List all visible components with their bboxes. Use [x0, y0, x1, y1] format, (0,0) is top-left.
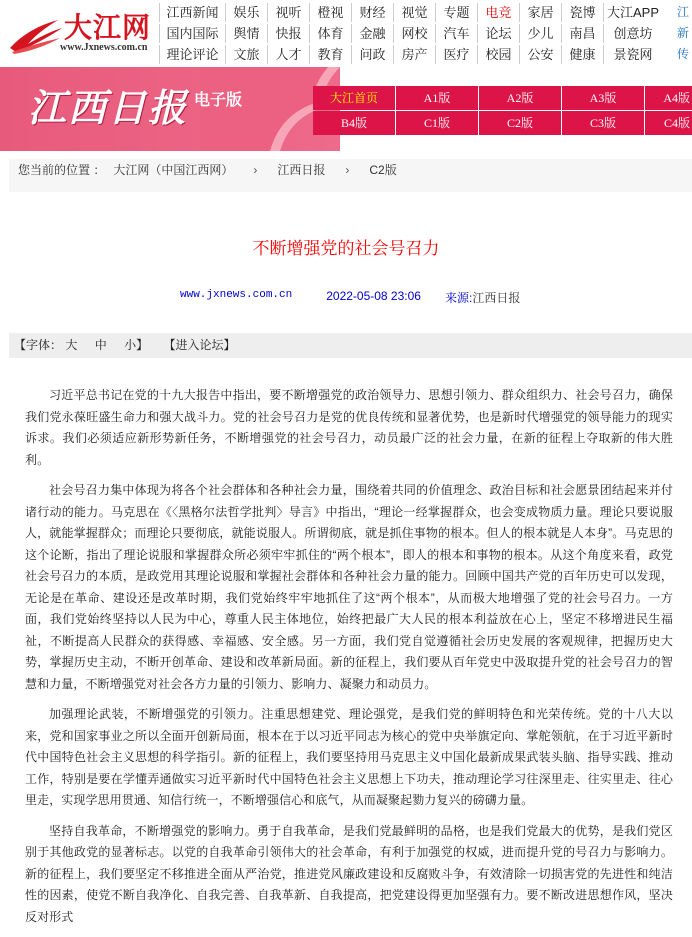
edition-button[interactable]: C2版	[479, 111, 561, 135]
home-page-button[interactable]: 大江首页	[313, 86, 395, 110]
nav-link[interactable]: 公安	[519, 45, 561, 64]
nav-link[interactable]: 少儿	[519, 24, 561, 43]
nav-link[interactable]: 南昌	[561, 24, 603, 43]
nav-link[interactable]: 校园	[477, 45, 519, 64]
article-date: 2022-05-08 23:06	[326, 289, 421, 303]
breadcrumb-label: 您当前的位置 ：	[18, 163, 106, 177]
edition-button[interactable]: A3版	[562, 86, 644, 110]
edition-button[interactable]: C3版	[562, 111, 644, 135]
nav-link[interactable]: 电竞	[477, 3, 519, 22]
nav-right-item[interactable]: 新	[677, 26, 690, 40]
font-medium-button[interactable]: 中	[94, 338, 107, 352]
nav-link[interactable]: 财经	[351, 3, 393, 22]
breadcrumb	[9, 159, 692, 192]
nav-right-overflow	[677, 2, 691, 65]
nav-link[interactable]: 问政	[351, 45, 393, 64]
breadcrumb-separator: ›	[253, 163, 258, 177]
font-size-bar	[9, 333, 692, 358]
edition-button[interactable]: C4版	[645, 111, 692, 135]
nav-row	[159, 44, 669, 65]
nav-link[interactable]: 舆情	[225, 24, 267, 43]
nav-link[interactable]: 瓷博	[561, 3, 603, 22]
nav-link[interactable]: 网校	[393, 24, 435, 43]
nav-row	[159, 23, 669, 44]
nav-link[interactable]: 橙视	[309, 3, 351, 22]
article-title: 不断增强党的社会号召力	[252, 239, 440, 258]
article-paragraph: 习近平总书记在党的十九大报告中指出，要不断增强党的政治领导力、思想引领力、群众组织力、社会号召力，确保我们党永葆旺盛生命力和强大战斗力。党的社会号召力是党的优良传统和显著优势，也是新时代增强党的领导能力的现实诉求。我们必须适应新形势新任务，不断增强党的社会号召力，动员最广泛的社会力量，在新的征程上夺取新的伟大胜利。	[25, 388, 673, 467]
nav-link[interactable]: 专题	[435, 3, 477, 22]
edition-button[interactable]: A4版	[645, 86, 692, 110]
breadcrumb-separator: ›	[345, 163, 350, 177]
logo-url: www.Jxnews.com.cn	[60, 42, 148, 53]
breadcrumb-item[interactable]: 江西日报	[277, 163, 326, 177]
nav-right-item[interactable]: 江	[677, 5, 690, 19]
edition-button[interactable]: C1版	[396, 111, 478, 135]
font-small-button[interactable]: 小】	[124, 338, 149, 352]
edition-row	[313, 86, 692, 110]
article-meta	[180, 289, 520, 306]
nav-right-item[interactable]: 传	[677, 47, 690, 61]
source-label: 来源:	[444, 291, 473, 305]
newspaper-logo: 江西日报	[28, 88, 189, 130]
nav-link[interactable]: 景瓷网	[603, 45, 662, 64]
nav-link[interactable]: 论坛	[477, 24, 519, 43]
site-logo[interactable]	[8, 4, 156, 60]
nav-link[interactable]: 创意坊	[603, 24, 662, 43]
nav-link[interactable]: 理论评论	[159, 45, 225, 64]
font-label: 【字体：	[14, 338, 63, 352]
logo-name: 大江网	[64, 13, 152, 44]
nav-link[interactable]: 江西新闻	[159, 3, 225, 22]
article-paragraph: 坚持自我革命，不断增强党的影响力。勇于自我革命，是我们党最鲜明的品格，也是我们党最大的优势，是我们党区别于其他政党的显著标志。以党的自我革命引领伟大的社会革命，有利于加强党的权威，进而提升党的号召力与影响力。新的征程上，我们要坚定不移推进全面从严治党，推进党风廉政建设和反腐败斗争，有效清除一切损害党的先进性和纯洁性的因素，使党不断自我净化、自我完善、自我革新、自我提高，把党建设得更加坚强有力。要不断改进思想作风，坚决反对形式	[25, 823, 673, 924]
nav-link[interactable]: 文旅	[225, 45, 267, 64]
nav-link[interactable]: 大江APP	[603, 3, 662, 22]
enter-forum-link[interactable]: 【进入论坛】	[163, 338, 236, 352]
article-paragraph: 社会号召力集中体现为将各个社会群体和各种社会力量，围绕着共同的价值理念、政治目标和社会愿景团结起来并付诸行动的能力。马克思在《〈黑格尔法哲学批判〉导言》中指出，“理论一经掌握群众，也会变成物质力量。理论只要说服人，就能掌握群众；而理论只要彻底，就能说服人。所谓彻底，就是抓住事物的根本。但人的根本就是人本身”。马克思的这个论断，指出了理论说服和掌握群众所必须牢牢抓住的“两个根本”，即人的根本和事物的根本。从这个角度来看，政党社会号召力的本质，是政党用其理论说服和掌握社会群体和各种社会力量的能力。回顾中国共产党的百年历史可以发现，无论是在革命、建设还是改革时期，我们党始终牢牢地抓住了这“两个根本”，从而极大地增强了党的社会号召力。一方面，我们党始终坚持以人民为中心，尊重人民主体地位，始终把最广大人民的根本利益放在心上，坚定不移增进民生福祉，不断提高人民群众的获得感、幸福感、安全感。另一方面，我们党自觉遵循社会历史发展的客观规律，把握历史大势，掌握历史主动，不断开创革命、建设和改革新局面。新的征程上，我们要从百年党史中汲取提升党的社会号召力的智慧和力量，不断增强党对社会各方力量的引领力、影响力、凝聚力和动员力。	[25, 483, 673, 691]
article-body	[25, 385, 673, 937]
article-site[interactable]: www.jxnews.com.cn	[180, 289, 293, 301]
nav-link[interactable]: 人才	[267, 45, 309, 64]
nav-link[interactable]: 视觉	[393, 3, 435, 22]
article-paragraph: 加强理论武装，不断增强党的引领力。注重思想建党、理论强党，是我们党的鲜明特色和光荣传统。党的十八大以来，党和国家事业之所以全面开创新局面，根本在于以习近平同志为核心的党中央举旗定向、掌舵领航，在于习近平新时代中国特色社会主义思想的科学指引。新的征程上，我们要坚持用马克思主义中国化最新成果武装头脑、指导实践、推动工作，特别是要在学懂弄通做实习近平新时代中国特色社会主义思想上下功夫，推动理论学习往深里走、往实里走、往心里走，实现学思用贯通、知信行统一，不断增强信心和底气，从而凝聚起勠力复兴的磅礴力量。	[25, 707, 673, 807]
nav-link[interactable]: 家居	[519, 3, 561, 22]
edition-button[interactable]: A2版	[479, 86, 561, 110]
edition-label: 电子版	[194, 92, 243, 109]
nav-link[interactable]: 医疗	[435, 45, 477, 64]
nav-link[interactable]: 金融	[351, 24, 393, 43]
nav-link[interactable]: 国内国际	[159, 24, 225, 43]
nav-link[interactable]: 教育	[309, 45, 351, 64]
edition-button[interactable]: A1版	[396, 86, 478, 110]
nav-row	[159, 2, 669, 23]
nav-link[interactable]: 健康	[561, 45, 603, 64]
nav-link[interactable]: 娱乐	[225, 3, 267, 22]
top-nav	[159, 2, 669, 65]
logo-swoosh-icon	[8, 18, 64, 54]
font-large-button[interactable]: 大	[65, 338, 78, 352]
article-source: 江西日报	[472, 291, 521, 305]
nav-link[interactable]: 房产	[393, 45, 435, 64]
edition-button[interactable]: B4版	[313, 111, 395, 135]
breadcrumb-item[interactable]: 大江网（中国江西网）	[113, 163, 234, 177]
edition-selector	[313, 86, 692, 136]
nav-link[interactable]: 视听	[267, 3, 309, 22]
breadcrumb-item[interactable]: C2版	[369, 163, 397, 177]
edition-row	[313, 111, 692, 135]
nav-link[interactable]: 汽车	[435, 24, 477, 43]
nav-link[interactable]: 快报	[267, 24, 309, 43]
nav-link[interactable]: 体育	[309, 24, 351, 43]
